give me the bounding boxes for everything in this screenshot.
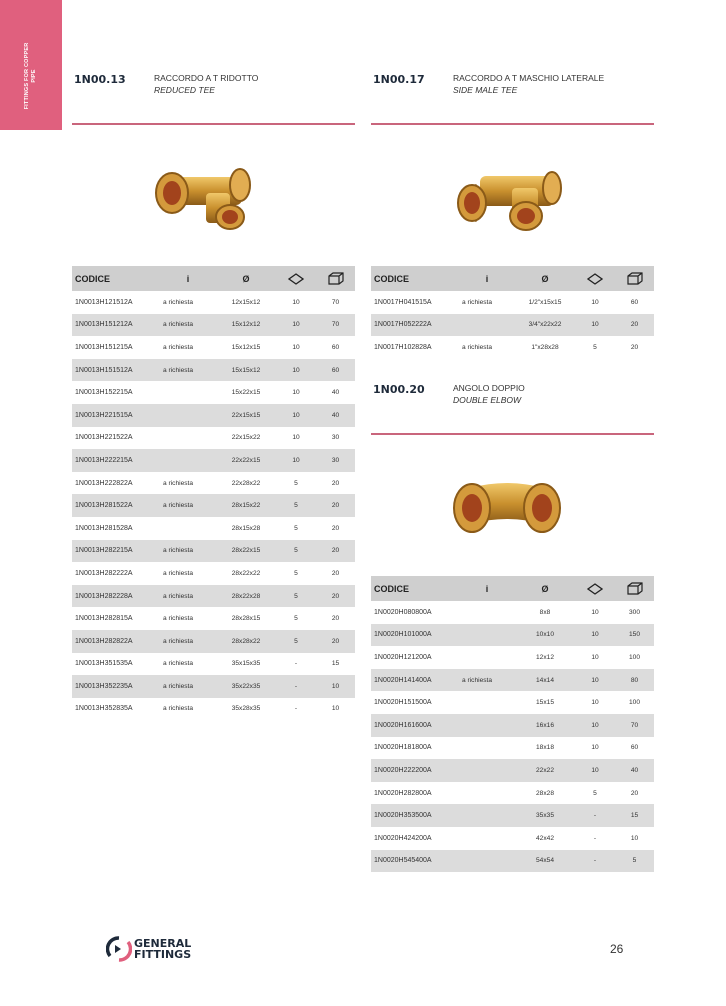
col-header-diameter: Ø	[515, 266, 575, 291]
cell-size: 15x22x15	[231, 389, 261, 397]
cell-code: 1N0013H282222A	[75, 569, 133, 577]
cell-code: 1N0013H222215A	[72, 449, 160, 472]
cell-pack: 10	[292, 389, 300, 397]
cell-size: 54x54	[515, 850, 575, 873]
col-header-box	[316, 266, 355, 291]
cell-box: 20	[331, 524, 340, 532]
section-name-it: ANGOLO DOPPIO	[453, 383, 525, 393]
box-icon	[627, 272, 643, 285]
cell-pack: -	[276, 675, 316, 698]
table-row	[371, 314, 654, 337]
cell-info: a richiesta	[160, 314, 216, 337]
cell-pack: -	[294, 660, 298, 668]
section-divider	[371, 433, 654, 435]
cell-size: 22x22x15	[216, 449, 276, 472]
cell-code: 1N0020H545400A	[371, 850, 459, 873]
table-row	[72, 653, 355, 676]
cell-code: 1N0013H281528A	[75, 524, 133, 532]
cell-size: 3/4"x22x22	[515, 314, 575, 337]
cell-info: a richiesta	[160, 675, 216, 698]
table-row	[371, 804, 654, 827]
cell-box: 30	[331, 434, 340, 442]
cell-size: 22x22	[515, 759, 575, 782]
table-row	[72, 314, 355, 337]
cell-pack: 10	[591, 744, 599, 752]
cell-code: 1N0020H424200A	[374, 834, 432, 842]
cell-pack: 10	[276, 449, 316, 472]
col-header-info: i	[459, 576, 515, 601]
cell-size: 28x28x15	[231, 615, 261, 623]
cell-info	[160, 517, 216, 540]
cell-box: 30	[316, 449, 355, 472]
cell-code: 1N0020H181800A	[374, 744, 432, 752]
cell-pack: 10	[591, 608, 599, 616]
cell-size: 28x28x22	[216, 630, 276, 653]
cell-size: 28x22x15	[216, 540, 276, 563]
cell-code: 1N0013H352235A	[72, 675, 160, 698]
cell-info: a richiesta	[163, 569, 194, 577]
cell-size: 14x14	[515, 669, 575, 692]
section-name-en: SIDE MALE TEE	[453, 85, 518, 95]
table-row	[371, 782, 654, 805]
cell-box: 10	[316, 675, 355, 698]
cell-box: 20	[630, 343, 639, 351]
cell-code: 1N0013H221522A	[75, 434, 133, 442]
cell-code: 1N0020H222200A	[371, 759, 459, 782]
table-body	[371, 291, 654, 359]
cell-code: 1N0013H152215A	[75, 389, 133, 397]
cell-code: 1N0013H151512A	[72, 359, 160, 382]
cell-info: a richiesta	[160, 630, 216, 653]
table-row	[72, 449, 355, 472]
cell-code: 1N0013H121512A	[75, 298, 133, 306]
cell-info: a richiesta	[163, 479, 194, 487]
table-row	[72, 517, 355, 540]
cell-info	[459, 759, 515, 782]
cell-pack: 10	[575, 314, 615, 337]
table-row	[371, 336, 654, 359]
brand-logo-mark	[106, 936, 132, 962]
cell-code: 1N0013H151212A	[72, 314, 160, 337]
cell-pack: 5	[276, 585, 316, 608]
col-header-diameter: Ø	[216, 266, 276, 291]
section-divider	[72, 123, 355, 125]
cell-info: a richiesta	[160, 359, 216, 382]
cell-info: a richiesta	[459, 669, 515, 692]
table-row	[72, 291, 355, 314]
table-row	[72, 675, 355, 698]
cell-size: 28x15x22	[216, 494, 276, 517]
cell-code: 1N0013H282228A	[72, 585, 160, 608]
cell-info	[459, 646, 515, 669]
cell-info: a richiesta	[462, 343, 493, 351]
cell-size: 22x28x22	[231, 479, 261, 487]
col-header-pack	[276, 266, 316, 291]
cell-pack: 10	[292, 434, 300, 442]
cell-box: 20	[331, 569, 340, 577]
page-number: 26	[610, 942, 624, 956]
cell-pack: -	[294, 705, 298, 713]
cell-pack: 5	[294, 479, 298, 487]
table-row	[371, 714, 654, 737]
cell-code: 1N0013H282815A	[75, 615, 133, 623]
cell-pack: 5	[276, 540, 316, 563]
cell-box: 60	[630, 744, 639, 752]
cell-pack: -	[575, 804, 615, 827]
cell-info: a richiesta	[163, 298, 194, 306]
box-icon	[627, 582, 643, 595]
col-header-pack	[575, 576, 615, 601]
col-header-code: CODICE	[371, 576, 459, 601]
table-row	[371, 624, 654, 647]
cell-size: 28x28	[536, 789, 554, 797]
table-row	[72, 630, 355, 653]
cell-code: 1N0013H281522A	[72, 494, 160, 517]
section-name-en: DOUBLE ELBOW	[453, 395, 522, 405]
cell-box: 40	[316, 404, 355, 427]
cell-code: 1N0013H151215A	[75, 343, 133, 351]
double-elbow-image	[448, 474, 566, 542]
box-icon	[328, 272, 344, 285]
section-code: 1N00.20	[373, 383, 425, 396]
cell-pack: 10	[591, 699, 599, 707]
cell-box: 300	[628, 608, 640, 616]
cell-box: 150	[615, 624, 654, 647]
cell-pack: -	[593, 834, 597, 842]
cell-box: 60	[316, 359, 355, 382]
cell-code: 1N0013H221515A	[72, 404, 160, 427]
cell-code: 1N0017H102828A	[374, 343, 432, 351]
cell-box: 100	[628, 653, 640, 661]
cell-pack: 10	[575, 624, 615, 647]
cell-box: 20	[331, 479, 340, 487]
cell-size: 35x28x35	[231, 705, 261, 713]
cell-box: 20	[316, 494, 355, 517]
cell-info: a richiesta	[160, 585, 216, 608]
product-table-1n0020	[371, 576, 654, 872]
brand-logo	[106, 935, 216, 965]
cell-box: 80	[615, 669, 654, 692]
cell-pack: 5	[593, 789, 597, 797]
table-row	[72, 494, 355, 517]
brand-line-2: FITTINGS	[134, 948, 192, 961]
cell-pack: 10	[292, 343, 300, 351]
cell-pack: 10	[276, 404, 316, 427]
col-header-pack	[575, 266, 615, 291]
section-header-1n0017	[373, 73, 653, 113]
cell-pack: 10	[292, 298, 300, 306]
cell-size: 22x15x22	[231, 434, 261, 442]
product-table-1n0013	[72, 266, 355, 720]
section-name-en: REDUCED TEE	[154, 85, 215, 95]
table-row	[72, 698, 355, 721]
cell-info	[160, 427, 216, 450]
section-name-it: RACCORDO A T MASCHIO LATERALE	[453, 73, 605, 83]
col-header-diameter: Ø	[515, 576, 575, 601]
table-row	[72, 404, 355, 427]
cell-info	[459, 314, 515, 337]
cell-info: a richiesta	[163, 705, 194, 713]
cell-code: 1N0020H080800A	[374, 608, 432, 616]
cell-info	[459, 782, 515, 805]
cell-size: 15x15x12	[216, 359, 276, 382]
table-row	[371, 759, 654, 782]
cell-box: 60	[331, 343, 340, 351]
table-row	[72, 472, 355, 495]
table-row	[72, 336, 355, 359]
cell-box: 100	[628, 699, 640, 707]
cell-info: a richiesta	[163, 343, 194, 351]
cell-code: 1N0017H052222A	[371, 314, 459, 337]
cell-pack: -	[575, 850, 615, 873]
section-header-1n0020	[373, 383, 653, 423]
cell-pack: 10	[575, 759, 615, 782]
table-row	[371, 827, 654, 850]
cell-box: 40	[615, 759, 654, 782]
side-tab	[0, 0, 62, 130]
cell-pack: 5	[294, 524, 298, 532]
cell-info	[459, 691, 515, 714]
table-row	[371, 291, 654, 314]
cell-code: 1N0013H352835A	[75, 705, 133, 713]
section-name-it: RACCORDO A T RIDOTTO	[154, 73, 259, 83]
cell-pack: 10	[276, 359, 316, 382]
cell-info	[459, 624, 515, 647]
section-divider	[371, 123, 654, 125]
product-table-1n0017	[371, 266, 654, 359]
cell-box: 5	[615, 850, 654, 873]
cell-box: 10	[630, 834, 639, 842]
cell-code: 1N0020H141400A	[371, 669, 459, 692]
table-row	[371, 737, 654, 760]
table-row	[371, 850, 654, 873]
cell-size: 35x22x35	[216, 675, 276, 698]
cell-size: 28x22x28	[216, 585, 276, 608]
cell-code: 1N0020H151500A	[374, 699, 432, 707]
cell-box: 70	[615, 714, 654, 737]
cell-box: 70	[316, 314, 355, 337]
cell-code: 1N0020H282800A	[374, 789, 432, 797]
cell-size: 18x18	[536, 744, 554, 752]
brand-line-1: GENERAL	[134, 937, 192, 950]
col-header-box	[615, 266, 654, 291]
cell-pack: 10	[575, 669, 615, 692]
cell-info	[459, 714, 515, 737]
brand-name	[134, 938, 191, 960]
cell-size: 28x15x28	[231, 524, 261, 532]
cell-info: a richiesta	[160, 494, 216, 517]
cell-pack: 10	[591, 298, 599, 306]
cell-code: 1N0020H121200A	[374, 653, 432, 661]
cell-code: 1N0017H041515A	[374, 298, 432, 306]
col-header-code: CODICE	[72, 266, 160, 291]
cell-info	[160, 449, 216, 472]
cell-code: 1N0013H351535A	[75, 660, 133, 668]
cell-box: 20	[331, 615, 340, 623]
table-row	[72, 540, 355, 563]
cell-pack: 5	[276, 494, 316, 517]
cell-pack: 5	[294, 615, 298, 623]
table-row	[371, 601, 654, 624]
table-body	[371, 601, 654, 872]
cell-box: 20	[316, 540, 355, 563]
col-header-info: i	[459, 266, 515, 291]
table-row	[371, 669, 654, 692]
cell-pack: 10	[591, 653, 599, 661]
cell-pack: 5	[593, 343, 597, 351]
cell-box: 20	[316, 585, 355, 608]
cell-box: 40	[331, 389, 340, 397]
cell-box: 60	[630, 298, 639, 306]
section-code: 1N00.13	[74, 73, 126, 86]
cell-size: 1"x28x28	[531, 343, 559, 351]
table-row	[72, 427, 355, 450]
side-male-tee-image	[450, 158, 565, 238]
table-row	[72, 359, 355, 382]
cell-box: 20	[316, 630, 355, 653]
table-row	[72, 562, 355, 585]
table-row	[371, 691, 654, 714]
table-row	[371, 646, 654, 669]
cell-info	[459, 601, 515, 624]
pack-quantity-icon	[587, 583, 603, 595]
cell-box: 70	[331, 298, 340, 306]
cell-pack: 10	[276, 314, 316, 337]
cell-code: 1N0020H101000A	[371, 624, 459, 647]
col-header-box	[615, 576, 654, 601]
cell-size: 35x15x35	[231, 660, 261, 668]
table-row	[72, 607, 355, 630]
cell-size: 15x12x12	[216, 314, 276, 337]
cell-box: 15	[615, 804, 654, 827]
cell-size: 22x15x15	[216, 404, 276, 427]
cell-info: a richiesta	[462, 298, 493, 306]
table-row	[72, 585, 355, 608]
cell-code: 1N0020H353500A	[371, 804, 459, 827]
cell-size: 12x15x12	[231, 298, 261, 306]
reduced-tee-image	[150, 155, 260, 240]
cell-info	[459, 737, 515, 760]
cell-box: 15	[331, 660, 340, 668]
cell-size: 15x15	[536, 699, 554, 707]
col-header-info: i	[160, 266, 216, 291]
section-header-1n0013	[74, 73, 354, 113]
cell-size: 12x12	[536, 653, 554, 661]
cell-pack: 5	[294, 569, 298, 577]
cell-size: 1/2"x15x15	[528, 298, 562, 306]
cell-info	[160, 404, 216, 427]
cell-size: 42x42	[536, 834, 554, 842]
cell-info	[459, 804, 515, 827]
section-code: 1N00.17	[373, 73, 425, 86]
cell-info: a richiesta	[163, 660, 194, 668]
cell-box: 10	[331, 705, 340, 713]
table-row	[72, 381, 355, 404]
col-header-code: CODICE	[371, 266, 459, 291]
cell-size: 10x10	[515, 624, 575, 647]
cell-size: 15x12x15	[231, 343, 261, 351]
cell-code: 1N0013H282215A	[72, 540, 160, 563]
pack-quantity-icon	[587, 273, 603, 285]
cell-pack: 5	[276, 630, 316, 653]
cell-info	[459, 850, 515, 873]
table-body	[72, 291, 355, 720]
cell-size: 28x22x22	[231, 569, 261, 577]
pack-quantity-icon	[288, 273, 304, 285]
cell-code: 1N0013H282822A	[72, 630, 160, 653]
cell-code: 1N0020H161600A	[371, 714, 459, 737]
cell-size: 35x35	[515, 804, 575, 827]
cell-size: 8x8	[539, 608, 551, 616]
cell-pack: 10	[575, 714, 615, 737]
cell-box: 20	[615, 314, 654, 337]
side-tab-label: FITTINGS FOR COPPER PIPE	[24, 42, 37, 110]
cell-info	[160, 381, 216, 404]
cell-code: 1N0013H222822A	[75, 479, 133, 487]
cell-info: a richiesta	[160, 540, 216, 563]
cell-info	[459, 827, 515, 850]
cell-size: 16x16	[515, 714, 575, 737]
cell-box: 20	[630, 789, 639, 797]
cell-info: a richiesta	[163, 615, 194, 623]
